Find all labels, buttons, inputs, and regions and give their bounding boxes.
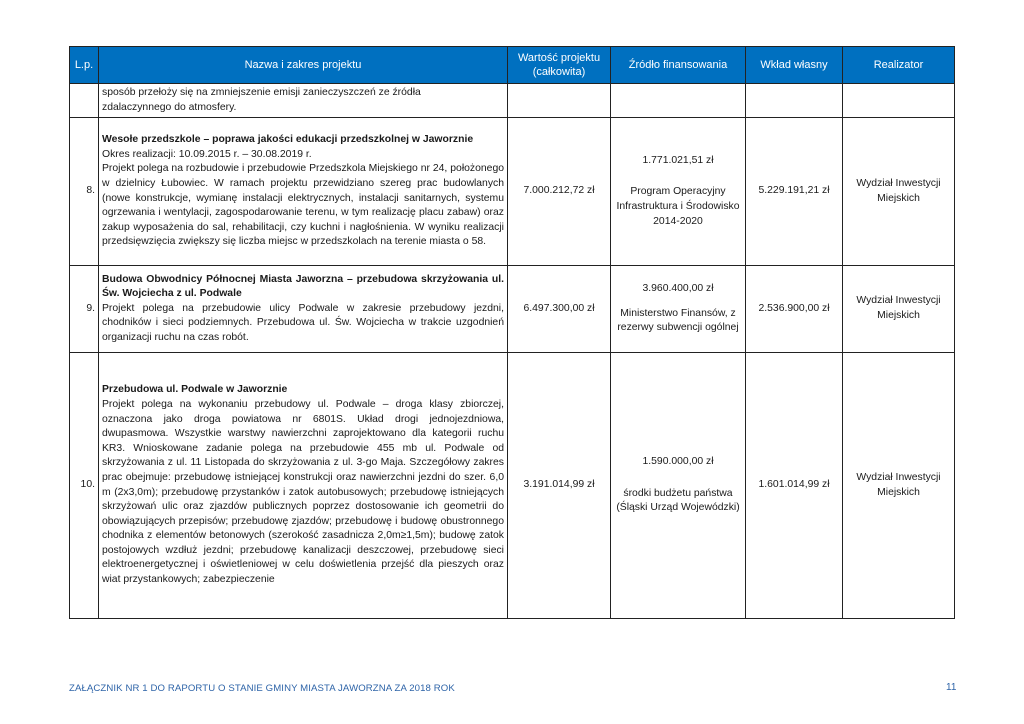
cell-description: [99, 353, 508, 619]
cell-executor: Wydział Inwestycji Miejskich: [843, 353, 955, 619]
description-text: zdalaczynnego do atmosfery.: [102, 101, 237, 113]
cell-funding: [611, 353, 746, 619]
cell-own-contribution: 2.536.900,00 zł: [746, 266, 843, 353]
funding-amount: 1.771.021,51 zł: [642, 154, 714, 166]
cell-lp-empty: [70, 84, 99, 118]
cell-description: [99, 84, 508, 118]
cell-description: [99, 118, 508, 266]
table-row: [70, 353, 955, 619]
page-number: 11: [946, 682, 957, 693]
table-header-row: [70, 47, 955, 84]
cell-lp: 9.: [70, 266, 99, 353]
cell-project-value: 3.191.014,99 zł: [508, 353, 611, 619]
projects-table: [69, 46, 955, 619]
header-source: Źródło finansowania: [611, 47, 746, 84]
cell-lp: 8.: [70, 118, 99, 266]
cell-own-contribution: 1.601.014,99 zł: [746, 353, 843, 619]
funding-source: Ministerstwo Finansów, z rezerwy subwencji ogólnej: [617, 307, 739, 334]
cell-funding: [611, 118, 746, 266]
header-name: Nazwa i zakres projektu: [99, 47, 508, 84]
cell-description: [99, 266, 508, 353]
funding-source: Program Operacyjny Infrastruktura i Środowisko 2014-2020: [616, 186, 740, 227]
table-row: [70, 118, 955, 266]
funding-source: środki budżetu państwa (Śląski Urząd Wojewódzki): [616, 487, 740, 514]
cell-own-empty: [746, 84, 843, 118]
funding-amount: 3.960.400,00 zł: [642, 283, 714, 295]
cell-project-value: 6.497.300,00 zł: [508, 266, 611, 353]
project-description: Projekt polega na przebudowie ulicy Podwale w zakresie przebudowy jezdni, chodników i sieci podziemnych. Przebudowa ul. Św. Wojciecha w trakcie uzgodnień organizacji ruchu na czas robót.: [102, 302, 504, 343]
funding-amount: 1.590.000,00 zł: [642, 456, 714, 468]
cell-source-empty: [611, 84, 746, 118]
project-title: Przebudowa ul. Podwale w Jaworznie: [102, 384, 288, 396]
header-executor: Realizator: [843, 47, 955, 84]
cell-project-value: 7.000.212,72 zł: [508, 118, 611, 266]
table-row-continuation: [70, 84, 955, 118]
project-description: Projekt polega na wykonaniu przebudowy ul. Podwale – droga klasy zbiorczej, oznaczona jako droga powiatowa nr 6801S. Układ drogi jednojezdniowa, dwupasmowa. Wszystkie warstwy nawierzchni zaprojektowano dla kategorii ruchu KR3. Wnioskowane zadanie polega na przebudowie 455 mb ul. Podwale od skrzyżowania z ul. 11 Listopada do skrzyżowania z ul. 3-go Maja. Szczegółowy zakres prac obejmuje: przebudowę istniejącej konstrukcji oraz nawierzchni jezdni do szer. 6,0 m (2x3,0m); przebudowę przystanków i zatok autobusowych; przebudowę istniejących skrzyżowań ulic oraz zjazdów publicznych poprzez dostosowanie ich geometrii do obowiązujących przepisów; przebudowę zjazdów; przebudowę i budowę obustronnego chodnika z elementów betonowych (szerokość zasadnicza 2,0m≥1,5m); budowę zatok postojowych wzdłuż jezdni; przebudowę kanalizacji deszczowej, przebudowę sieci elektroenergetycznej i oświetleniowej w celu doświetlenia przejść dla pieszych oraz wiat przystankowych; zabezpieczenie: [102, 398, 504, 586]
cell-executor: Wydział Inwestycji Miejskich: [843, 266, 955, 353]
header-value: Wartość projektu (całkowita): [508, 47, 611, 84]
header-lp: L.p.: [70, 47, 99, 84]
project-title: Budowa Obwodnicy Północnej Miasta Jaworzna – przebudowa skrzyżowania ul. Św. Wojciecha z ul. Podwale: [102, 273, 504, 300]
project-title: Wesołe przedszkole – poprawa jakości edukacji przedszkolnej w Jaworznie: [102, 134, 474, 146]
header-own: Wkład własny: [746, 47, 843, 84]
table-row: [70, 266, 955, 353]
project-description: Projekt polega na rozbudowie i przebudowie Przedszkola Miejskiego nr 24, położonego w dzielnicy Łubowiec. W ramach projektu przewidziano szereg prac budowlanych (nowe konstrukcje, wymianę instalacji elektrycznych, instalacji sanitarnych, systemu ogrzewania i wentylacji, zagospodarowanie terenu, w tym realizację placu zabaw) oraz zakup wyposażenia do sal, rehabilitacji, czy kuchni i nagłośnienia. W wyniku realizacji przedsięwzięcia zwiększy się liczba miejsc w przedszkolach na terenie miasta o 58.: [102, 163, 504, 248]
cell-lp: 10.: [70, 353, 99, 619]
cell-executor-empty: [843, 84, 955, 118]
cell-value-empty: [508, 84, 611, 118]
footer-document-title: ZAŁĄCZNIK NR 1 DO RAPORTU O STANIE GMINY MIASTA JAWORZNA ZA 2018 ROK: [69, 683, 455, 694]
cell-executor: Wydział Inwestycji Miejskich: [843, 118, 955, 266]
project-period: Okres realizacji: 10.09.2015 r. – 30.08.2019 r.: [102, 148, 312, 160]
description-text: sposób przełoży się na zmniejszenie emisji zanieczyszczeń ze źródła: [102, 86, 421, 98]
cell-funding: [611, 266, 746, 353]
cell-own-contribution: 5.229.191,21 zł: [746, 118, 843, 266]
